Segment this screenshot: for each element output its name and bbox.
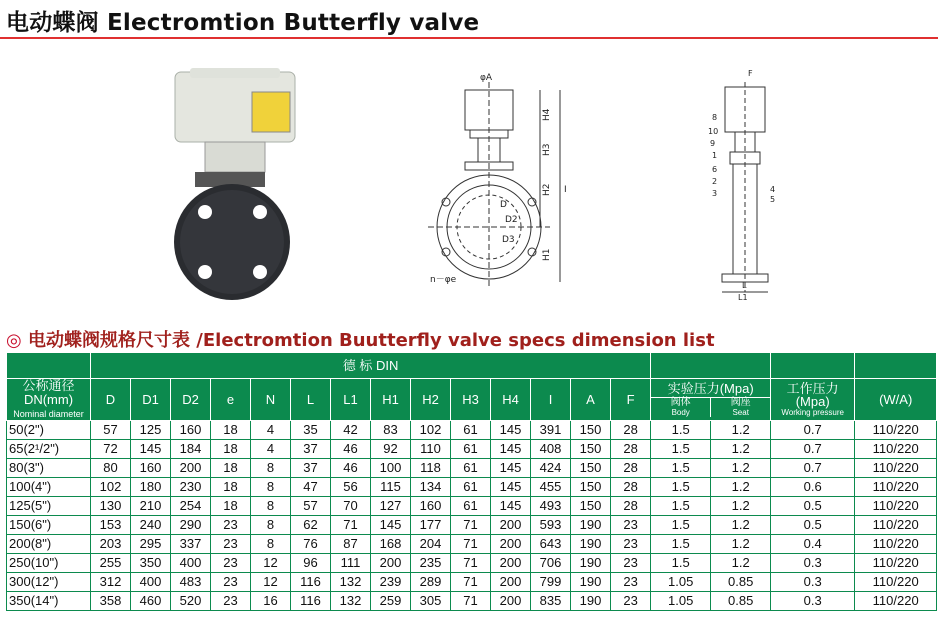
table-cell: 150: [571, 496, 611, 515]
table-cell: 203: [91, 534, 131, 553]
header-H3: H3: [451, 379, 491, 421]
table-cell: 18: [211, 458, 251, 477]
table-cell: 483: [171, 572, 211, 591]
table-cell: 400: [131, 572, 171, 591]
table-cell: 1.2: [711, 496, 771, 515]
front-view-drawing: [428, 82, 560, 287]
table-cell: 50(2"): [7, 420, 91, 439]
table-cell: 312: [91, 572, 131, 591]
column-header-row: [7, 379, 937, 421]
table-cell: 102: [411, 420, 451, 439]
table-cell: 110/220: [855, 515, 937, 534]
table-cell: 132: [331, 591, 371, 610]
header-D2: D2: [171, 379, 211, 421]
header-I: I: [531, 379, 571, 421]
table-cell: 70: [331, 496, 371, 515]
spec-table: [6, 352, 937, 611]
table-cell: 35: [291, 420, 331, 439]
table-cell: 190: [571, 534, 611, 553]
table-cell: 250(10"): [7, 553, 91, 572]
svg-text:5: 5: [770, 195, 776, 204]
table-cell: 1.2: [711, 515, 771, 534]
table-cell: 23: [211, 553, 251, 572]
table-cell: 145: [491, 477, 531, 496]
table-cell: 116: [291, 591, 331, 610]
table-cell: 46: [331, 458, 371, 477]
table-cell: 289: [411, 572, 451, 591]
table-cell: 87: [331, 534, 371, 553]
table-cell: 80: [91, 458, 131, 477]
table-cell: 0.7: [771, 439, 855, 458]
table-cell: 200: [371, 553, 411, 572]
table-cell: 455: [531, 477, 571, 496]
table-cell: 230: [171, 477, 211, 496]
table-cell: 110/220: [855, 534, 937, 553]
table-cell: 92: [371, 439, 411, 458]
table-cell: 18: [211, 439, 251, 458]
table-cell: 150: [571, 458, 611, 477]
table-cell: 100(4"): [7, 477, 91, 496]
header-test-pressure: 实验压力(Mpa) 阀体 Body 阀座 Seat: [651, 379, 771, 421]
table-cell: 110/220: [855, 572, 937, 591]
table-cell: 0.3: [771, 591, 855, 610]
table-cell: 23: [211, 515, 251, 534]
table-cell: 460: [131, 591, 171, 610]
table-cell: 96: [291, 553, 331, 572]
table-cell: 28: [611, 420, 651, 439]
table-cell: 110/220: [855, 591, 937, 610]
table-cell: 295: [131, 534, 171, 553]
table-cell: 150: [571, 477, 611, 496]
table-cell: 28: [611, 439, 651, 458]
valve-photo: [174, 68, 295, 300]
table-cell: 18: [211, 496, 251, 515]
header-L: L: [291, 379, 331, 421]
table-cell: 235: [411, 553, 451, 572]
table-cell: 37: [291, 439, 331, 458]
table-cell: 0.4: [771, 534, 855, 553]
table-cell: 145: [371, 515, 411, 534]
table-cell: 127: [371, 496, 411, 515]
table-cell: 254: [171, 496, 211, 515]
label-I: I: [564, 185, 567, 195]
table-cell: 1.5: [651, 534, 711, 553]
table-cell: 200: [491, 553, 531, 572]
table-cell: 71: [451, 572, 491, 591]
table-cell: 210: [131, 496, 171, 515]
table-cell: 102: [91, 477, 131, 496]
table-cell: 0.5: [771, 515, 855, 534]
table-cell: 145: [131, 439, 171, 458]
table-row: [7, 496, 937, 515]
table-cell: 190: [571, 572, 611, 591]
table-cell: 184: [171, 439, 211, 458]
table-row: [7, 553, 937, 572]
table-cell: 706: [531, 553, 571, 572]
table-cell: 110/220: [855, 420, 937, 439]
table-cell: 300(12"): [7, 572, 91, 591]
table-cell: 132: [331, 572, 371, 591]
table-cell: 0.6: [771, 477, 855, 496]
table-cell: 125(5"): [7, 496, 91, 515]
header-F: F: [611, 379, 651, 421]
table-cell: 160: [131, 458, 171, 477]
front-view-labels: [430, 73, 567, 285]
table-cell: 1.5: [651, 420, 711, 439]
table-cell: 110/220: [855, 439, 937, 458]
header-D1: D1: [131, 379, 171, 421]
table-cell: 110/220: [855, 477, 937, 496]
table-cell: 0.3: [771, 572, 855, 591]
table-cell: 62: [291, 515, 331, 534]
table-cell: 145: [491, 439, 531, 458]
table-cell: 305: [411, 591, 451, 610]
table-cell: 28: [611, 477, 651, 496]
table-cell: 46: [331, 439, 371, 458]
table-cell: 358: [91, 591, 131, 610]
table-cell: 16: [251, 591, 291, 610]
table-cell: 145: [491, 420, 531, 439]
table-cell: 150: [571, 439, 611, 458]
table-cell: 8: [251, 477, 291, 496]
table-cell: 110/220: [855, 553, 937, 572]
table-cell: 71: [451, 515, 491, 534]
table-cell: 8: [251, 496, 291, 515]
svg-text:4: 4: [770, 185, 776, 194]
table-cell: 1.5: [651, 515, 711, 534]
table-cell: 145: [491, 496, 531, 515]
table-cell: 1.5: [651, 553, 711, 572]
label-D3: D3: [502, 235, 515, 245]
table-cell: 1.5: [651, 496, 711, 515]
table-cell: 150(6"): [7, 515, 91, 534]
product-images: [0, 42, 938, 322]
table-cell: 0.7: [771, 458, 855, 477]
table-cell: 1.2: [711, 477, 771, 496]
label-H1: H1: [542, 248, 552, 261]
table-cell: 200: [171, 458, 211, 477]
table-cell: 1.2: [711, 458, 771, 477]
table-cell: 110/220: [855, 458, 937, 477]
table-cell: 200: [491, 591, 531, 610]
table-row: [7, 534, 937, 553]
table-cell: 61: [451, 458, 491, 477]
table-cell: 835: [531, 591, 571, 610]
table-cell: 0.85: [711, 572, 771, 591]
table-cell: 12: [251, 553, 291, 572]
table-cell: 37: [291, 458, 331, 477]
table-cell: 23: [611, 553, 651, 572]
table-cell: 0.5: [771, 496, 855, 515]
table-cell: 71: [451, 553, 491, 572]
table-cell: 593: [531, 515, 571, 534]
table-cell: 110/220: [855, 496, 937, 515]
header-e: e: [211, 379, 251, 421]
header-L1: L1: [331, 379, 371, 421]
label-phiA: φA: [480, 73, 493, 83]
spec-table-body: [7, 420, 937, 610]
table-cell: 134: [411, 477, 451, 496]
table-cell: 23: [211, 591, 251, 610]
table-cell: 28: [611, 458, 651, 477]
table-cell: 1.05: [651, 591, 711, 610]
header-A: A: [571, 379, 611, 421]
table-cell: 4: [251, 439, 291, 458]
table-cell: 8: [251, 534, 291, 553]
svg-text:1: 1: [712, 151, 718, 160]
table-cell: 190: [571, 515, 611, 534]
svg-text:9: 9: [710, 139, 716, 148]
label-H3: H3: [542, 143, 552, 156]
table-cell: 71: [451, 591, 491, 610]
table-cell: 111: [331, 553, 371, 572]
table-row: [7, 515, 937, 534]
label-F: F: [748, 69, 753, 78]
table-cell: 1.5: [651, 458, 711, 477]
table-cell: 424: [531, 458, 571, 477]
table-cell: 61: [451, 496, 491, 515]
table-cell: 350(14"): [7, 591, 91, 610]
table-cell: 180: [131, 477, 171, 496]
svg-text:6: 6: [712, 165, 718, 174]
table-cell: 23: [611, 572, 651, 591]
table-cell: 1.2: [711, 439, 771, 458]
header-H4: H4: [491, 379, 531, 421]
table-cell: 1.2: [711, 534, 771, 553]
table-row: [7, 439, 937, 458]
label-H4: H4: [542, 108, 552, 121]
table-cell: 190: [571, 553, 611, 572]
subtitle-cn: 电动蝶阀规格尺寸表: [28, 330, 190, 351]
table-cell: 204: [411, 534, 451, 553]
table-cell: 8: [251, 515, 291, 534]
table-cell: 643: [531, 534, 571, 553]
bullet-icon: ◎: [6, 330, 22, 351]
table-cell: 200: [491, 515, 531, 534]
table-cell: 125: [131, 420, 171, 439]
table-cell: 28: [611, 496, 651, 515]
header-N: N: [251, 379, 291, 421]
table-cell: 23: [611, 591, 651, 610]
table-cell: 259: [371, 591, 411, 610]
table-cell: 47: [291, 477, 331, 496]
table-cell: 57: [291, 496, 331, 515]
table-cell: 0.7: [771, 420, 855, 439]
table-cell: 71: [451, 534, 491, 553]
table-cell: 400: [171, 553, 211, 572]
table-cell: 160: [171, 420, 211, 439]
table-cell: 255: [91, 553, 131, 572]
header-din: 德 标 DIN: [91, 353, 651, 379]
table-cell: 1.5: [651, 439, 711, 458]
table-cell: 65(2¹/2"): [7, 439, 91, 458]
table-row: [7, 458, 937, 477]
table-cell: 18: [211, 477, 251, 496]
header-work-pressure: 工作压力 (Mpa) Working pressure: [771, 379, 855, 421]
table-cell: 72: [91, 439, 131, 458]
table-cell: 493: [531, 496, 571, 515]
table-cell: 12: [251, 572, 291, 591]
table-cell: 391: [531, 420, 571, 439]
table-cell: 200: [491, 534, 531, 553]
table-cell: 1.5: [651, 477, 711, 496]
label-L1: L1: [738, 293, 748, 302]
table-cell: 130: [91, 496, 131, 515]
table-cell: 116: [291, 572, 331, 591]
table-cell: 0.3: [771, 553, 855, 572]
table-cell: 57: [91, 420, 131, 439]
title-rule: [0, 37, 938, 39]
table-cell: 71: [331, 515, 371, 534]
table-cell: 56: [331, 477, 371, 496]
table-subtitle: [6, 326, 715, 352]
table-cell: 153: [91, 515, 131, 534]
table-cell: 18: [211, 420, 251, 439]
table-cell: 23: [611, 534, 651, 553]
side-view-drawing: [722, 82, 768, 292]
table-cell: 61: [451, 477, 491, 496]
label-L: L: [742, 281, 747, 290]
table-row: [7, 420, 937, 439]
label-D: D: [500, 200, 507, 210]
table-cell: 177: [411, 515, 451, 534]
table-cell: 61: [451, 439, 491, 458]
table-row: [7, 591, 937, 610]
table-cell: 23: [211, 534, 251, 553]
table-cell: 76: [291, 534, 331, 553]
header-seat: 阀座 Seat: [730, 397, 751, 417]
table-cell: 337: [171, 534, 211, 553]
table-row: [7, 477, 937, 496]
table-cell: 239: [371, 572, 411, 591]
table-cell: 240: [131, 515, 171, 534]
header-H2: H2: [411, 379, 451, 421]
table-cell: 4: [251, 420, 291, 439]
subtitle-en: /Electromtion Buutterfly valve specs dimension list: [196, 330, 715, 351]
table-cell: 1.2: [711, 553, 771, 572]
table-cell: 520: [171, 591, 211, 610]
table-cell: 160: [411, 496, 451, 515]
table-cell: 100: [371, 458, 411, 477]
table-cell: 83: [371, 420, 411, 439]
table-cell: 118: [411, 458, 451, 477]
table-cell: 150: [571, 420, 611, 439]
table-cell: 1.2: [711, 420, 771, 439]
table-cell: 145: [491, 458, 531, 477]
table-row: [7, 572, 937, 591]
table-cell: 115: [371, 477, 411, 496]
header-H1: H1: [371, 379, 411, 421]
table-cell: 8: [251, 458, 291, 477]
table-cell: 200: [491, 572, 531, 591]
table-cell: 23: [211, 572, 251, 591]
table-cell: 190: [571, 591, 611, 610]
table-cell: 0.85: [711, 591, 771, 610]
svg-text:2: 2: [712, 177, 718, 186]
table-cell: 61: [451, 420, 491, 439]
label-D2: D2: [505, 215, 518, 225]
page-title: 电动蝶阀 Electromtion Butterfly valve: [6, 10, 480, 36]
header-blank: [7, 353, 91, 379]
svg-text:8: 8: [712, 113, 718, 122]
table-cell: 1.05: [651, 572, 711, 591]
table-cell: 168: [371, 534, 411, 553]
header-D: D: [91, 379, 131, 421]
table-cell: 200(8"): [7, 534, 91, 553]
table-cell: 80(3"): [7, 458, 91, 477]
table-cell: 799: [531, 572, 571, 591]
table-cell: 350: [131, 553, 171, 572]
header-body: 阀体 Body: [651, 398, 711, 417]
header-wa: (W/A): [855, 379, 937, 421]
header-nominal: 公称通径 DN(mm) Nominal diameter: [7, 379, 91, 421]
table-cell: 408: [531, 439, 571, 458]
label-H2: H2: [542, 183, 552, 196]
table-cell: 290: [171, 515, 211, 534]
svg-text:3: 3: [712, 189, 718, 198]
table-cell: 110: [411, 439, 451, 458]
table-cell: 42: [331, 420, 371, 439]
svg-text:10: 10: [708, 127, 719, 136]
label-n-phi-e: n－φe: [430, 275, 457, 285]
table-cell: 23: [611, 515, 651, 534]
